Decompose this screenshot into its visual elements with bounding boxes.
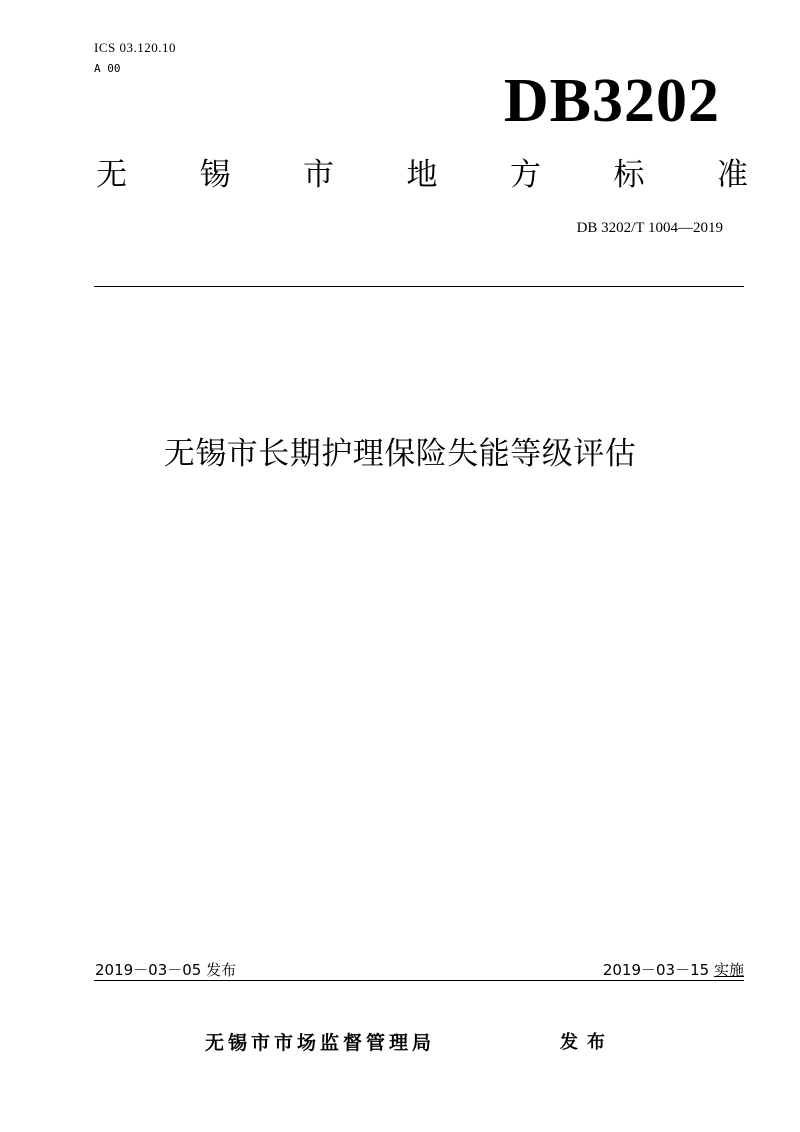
standard-type-char: 准: [717, 157, 748, 193]
implementation-date-value: 2019－03－15: [602, 961, 710, 979]
standard-code: DB3202: [503, 67, 720, 135]
publish-label: 发布: [560, 1032, 614, 1053]
standard-type-char: 锡: [199, 157, 231, 193]
standard-type: [96, 155, 748, 195]
implementation-date: [603, 961, 744, 979]
standard-type-char: 地: [406, 157, 438, 193]
standard-type-char: 方: [510, 157, 541, 193]
bottom-divider: [94, 980, 744, 981]
ics-code: ICS 03.120.10: [94, 40, 176, 55]
standard-type-char: 标: [613, 157, 645, 193]
issue-date: 2019－03－05 发布: [95, 961, 237, 979]
standard-number: DB 3202/T 1004—2019: [576, 220, 723, 236]
classification-code: A 00: [94, 62, 121, 75]
publisher-name: 无锡市市场监督管理局: [205, 1032, 436, 1054]
standard-type-char: 无: [96, 157, 127, 193]
standard-type-char: 市: [303, 157, 334, 193]
implementation-label: 实施: [713, 961, 744, 979]
document-title: 无锡市长期护理保险失能等级评估: [163, 436, 637, 472]
top-divider: [94, 286, 744, 287]
